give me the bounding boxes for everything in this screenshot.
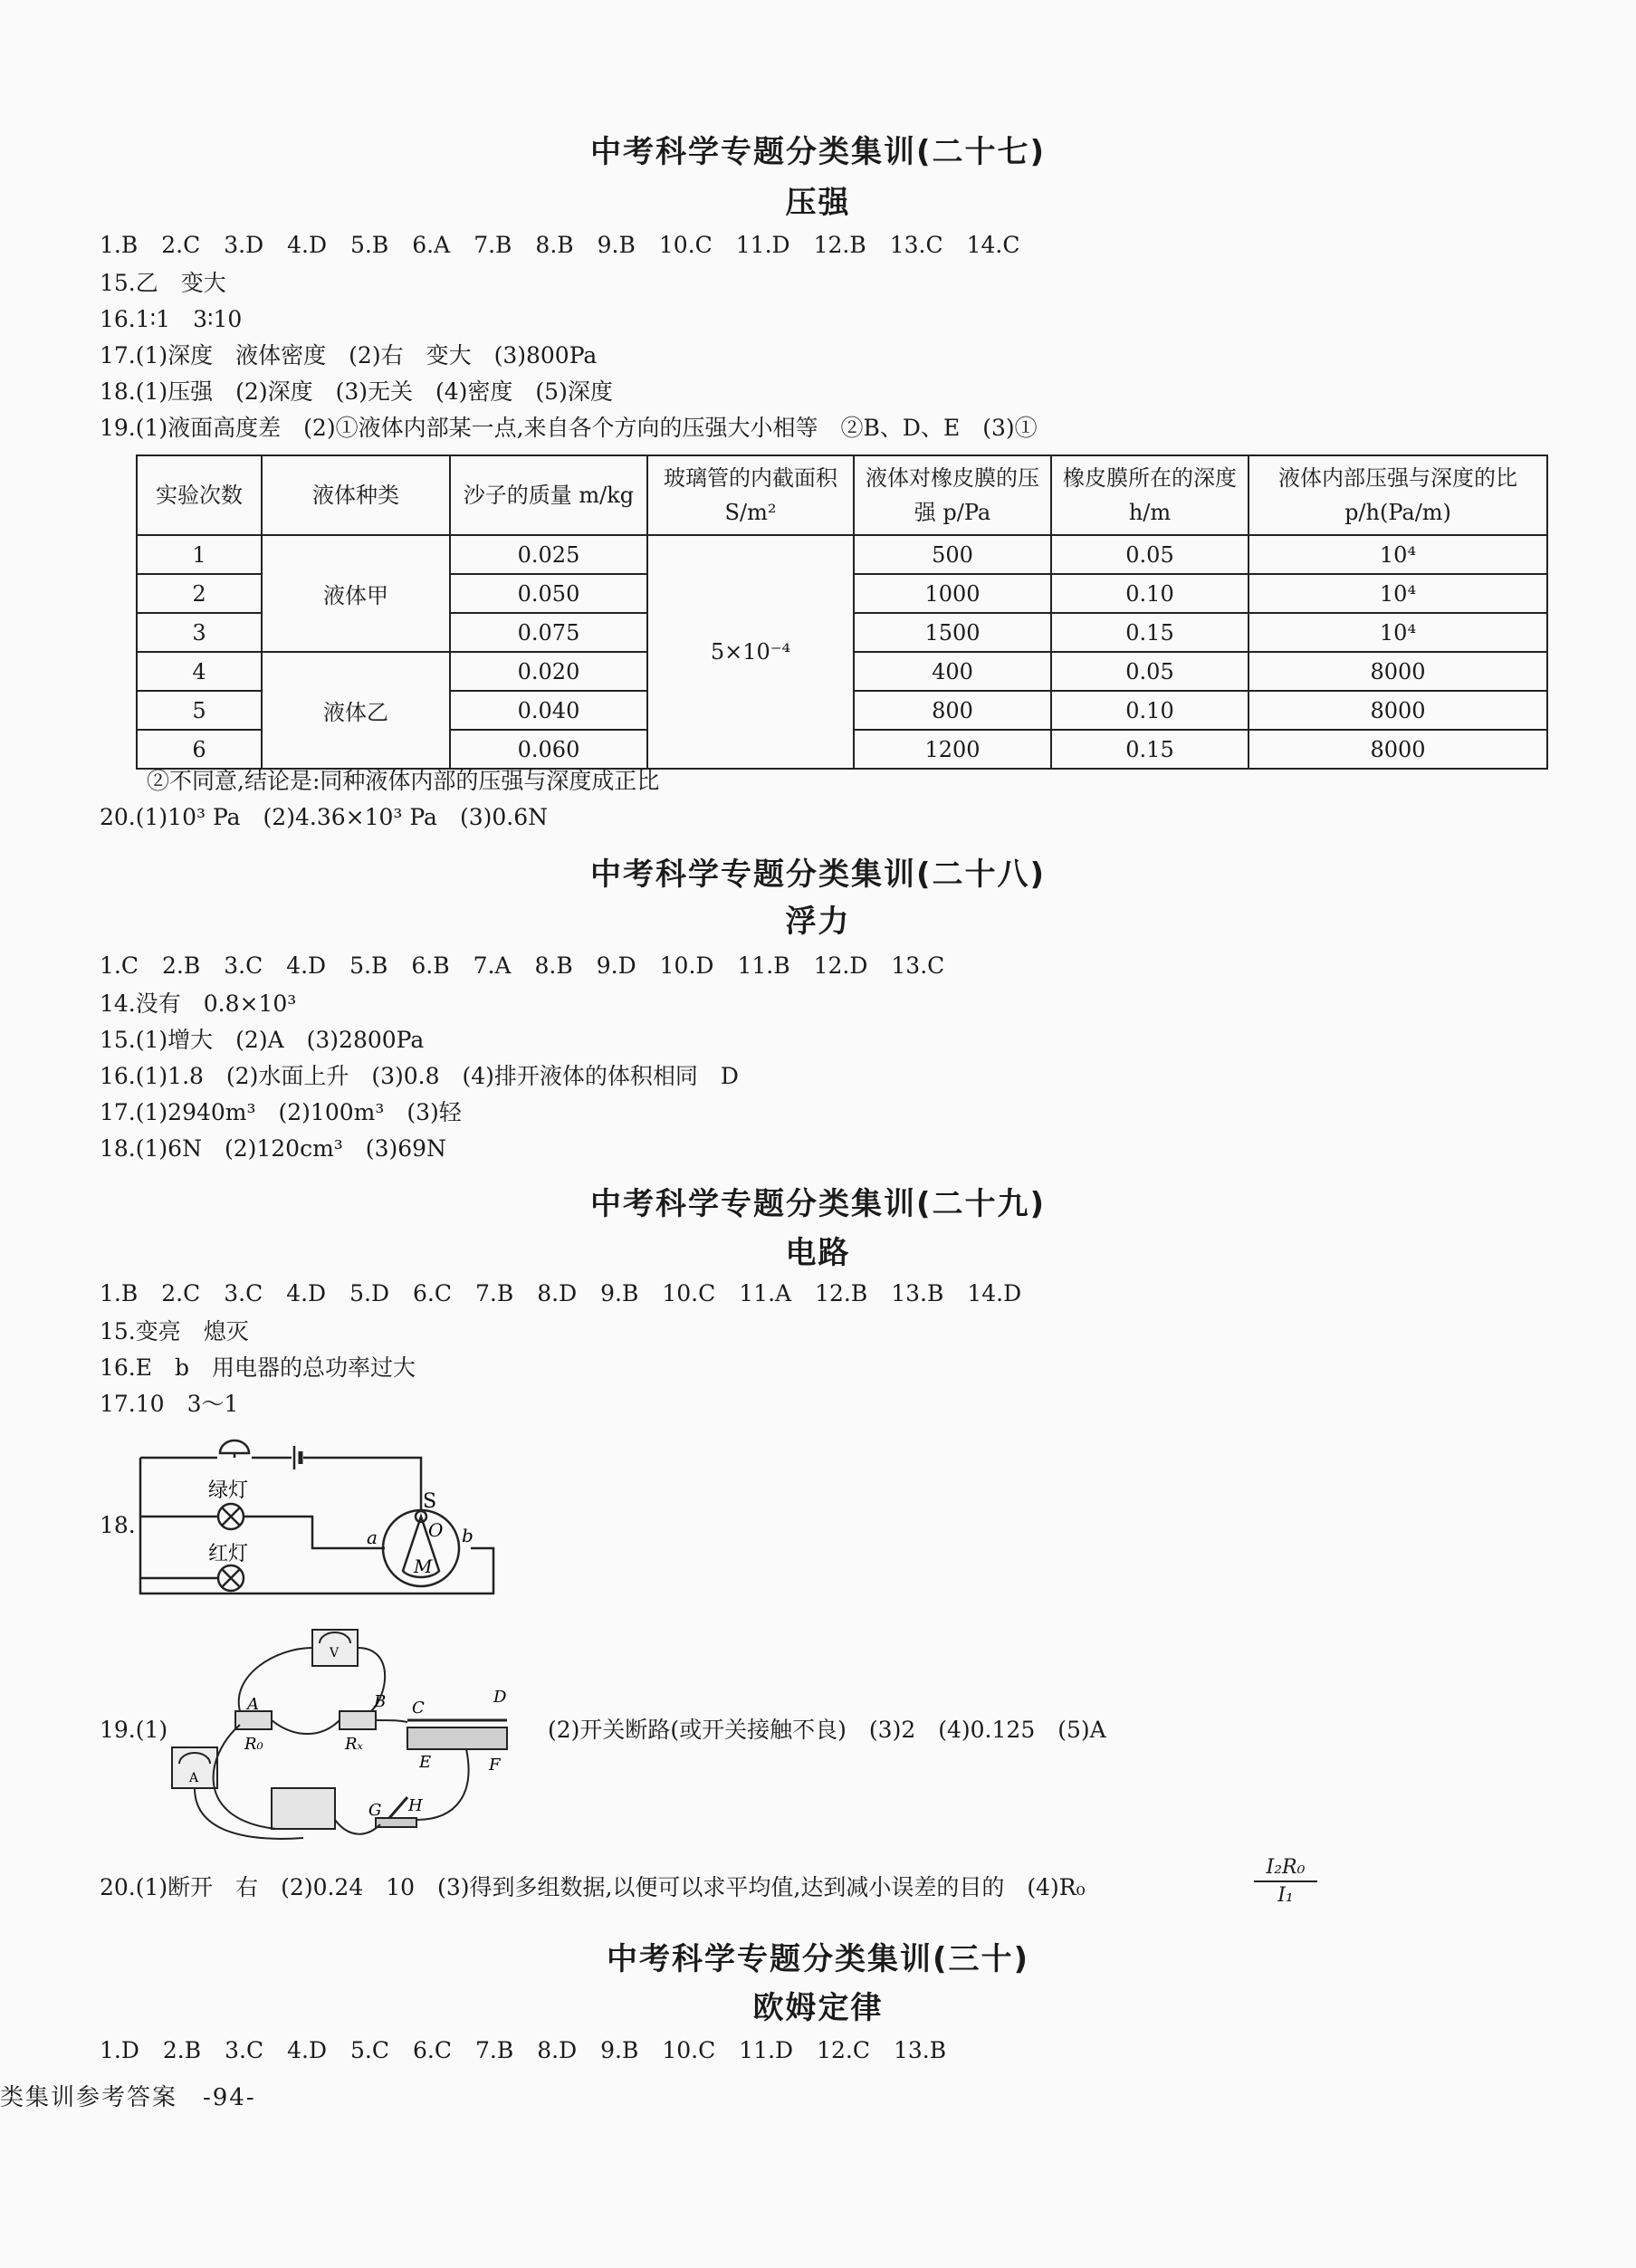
header-cell: 液体对橡皮膜的压强 p/Pa	[854, 455, 1051, 535]
mc-answer: 4.D	[287, 232, 328, 258]
wire	[376, 1720, 407, 1722]
voltmeter-label: V	[330, 1646, 340, 1660]
cell-liquid-b: 液体乙	[262, 652, 450, 769]
mc-answer: 10.D	[659, 952, 714, 979]
ammeter-label: A	[189, 1771, 199, 1785]
section-subtitle-30: 欧姆定律	[752, 1990, 884, 2026]
mc-answers-27	[100, 232, 1044, 259]
mc-answer: 5.B	[350, 232, 389, 258]
cell: 3	[137, 613, 262, 652]
mc-answer: 2.C	[161, 1280, 201, 1306]
mc-answer: 10.C	[662, 2037, 716, 2063]
mc-answer: 14.C	[966, 232, 1020, 258]
mc-answer: 11.D	[735, 232, 790, 258]
resistor-r0-icon	[235, 1711, 272, 1729]
answer-18: 18.(1)压强 (2)深度 (3)无关 (4)密度 (5)深度	[100, 378, 613, 405]
cell-area: 5×10⁻⁴	[647, 535, 854, 769]
header-cell: 橡皮膜所在的深度 h/m	[1051, 455, 1249, 535]
contact-label-b: b	[462, 1525, 474, 1546]
cell: 0.075	[450, 613, 647, 652]
cell: 0.050	[450, 574, 647, 613]
mc-answer: 7.B	[475, 2037, 514, 2063]
fraction-numerator: I₂R₀	[1254, 1856, 1317, 1882]
mc-answer: 5.D	[349, 1280, 390, 1306]
mc-answer: 5.C	[350, 2037, 390, 2063]
mc-answer: 6.A	[412, 232, 451, 258]
mc-answer: 12.D	[813, 952, 868, 979]
mc-answer: 14.D	[967, 1280, 1022, 1306]
mc-answer: 6.B	[411, 952, 450, 979]
answer-16: 16.1∶1 3∶10	[100, 306, 243, 332]
cell: 4	[137, 652, 262, 691]
mc-answer: 8.D	[537, 2037, 578, 2063]
mc-answer: 11.A	[739, 1280, 792, 1306]
wire	[303, 1458, 421, 1512]
cell: 1200	[854, 730, 1051, 769]
answer-19-label: 19.(1)	[100, 1717, 168, 1743]
cell: 0.10	[1051, 574, 1249, 613]
mc-answer: 1.C	[100, 952, 139, 979]
mc-answer: 9.D	[596, 952, 636, 979]
answer-19-b: ②不同意,结论是:同种液体内部的压强与深度成正比	[147, 768, 660, 794]
cell: 8000	[1249, 730, 1547, 769]
cell: 0.05	[1051, 652, 1249, 691]
header-cell: 实验次数	[137, 455, 262, 535]
cell: 0.15	[1051, 730, 1249, 769]
green-lamp-label: 绿灯	[208, 1479, 249, 1502]
answer-15: 15.乙 变大	[100, 270, 226, 296]
switch-lever-icon	[389, 1797, 407, 1818]
cell: 5	[137, 691, 262, 730]
section-subtitle-29: 电路	[785, 1235, 851, 1271]
table-row	[137, 535, 1547, 574]
wire	[272, 1720, 340, 1734]
mc-answer: 13.B	[893, 2037, 947, 2063]
header-cell: 液体种类	[262, 455, 450, 535]
mc-answer: 8.D	[537, 1280, 578, 1306]
answer-18: 18.(1)6N (2)120cm³ (3)69N	[100, 1135, 446, 1162]
resistor-label-rx: Rₓ	[345, 1735, 363, 1754]
terminal-label-e: E	[419, 1753, 432, 1772]
cell: 0.025	[450, 535, 647, 574]
terminal-label-f: F	[489, 1756, 501, 1775]
mc-answer: 13.C	[889, 232, 943, 258]
header-cell: 玻璃管的内截面积 S/m²	[647, 455, 854, 535]
mc-answer: 10.C	[662, 1280, 716, 1306]
mc-answer: 9.B	[597, 232, 636, 258]
header-cell: 液体内部压强与深度的比 p/h(Pa/m)	[1249, 455, 1547, 535]
switch-label-s: S	[423, 1490, 437, 1513]
mc-answer: 8.B	[534, 952, 573, 979]
wire	[244, 1517, 385, 1548]
answer-16: 16.E b 用电器的总功率过大	[100, 1354, 416, 1381]
cell: 10⁴	[1249, 535, 1547, 574]
terminal-label-h: H	[408, 1796, 423, 1815]
mc-answer: 13.B	[891, 1280, 944, 1306]
mc-answer: 5.B	[349, 952, 388, 979]
mc-answer: 11.B	[737, 952, 790, 979]
fraction	[1254, 1856, 1317, 1907]
header-cell: 沙子的质量 m/kg	[450, 455, 647, 535]
resistor-rx-icon	[340, 1711, 376, 1729]
cell: 0.020	[450, 652, 647, 691]
table-header-row	[137, 455, 1547, 535]
cell: 8000	[1249, 691, 1547, 730]
cell: 1	[137, 535, 262, 574]
mc-answer: 1.B	[100, 232, 139, 258]
terminal-label-g: G	[368, 1801, 382, 1820]
answer-15: 15.(1)增大 (2)A (3)2800Pa	[100, 1027, 425, 1053]
terminal-label-c: C	[412, 1699, 425, 1718]
mc-answer: 3.C	[224, 952, 263, 979]
cell: 0.05	[1051, 535, 1249, 574]
contact-label-a: a	[367, 1526, 378, 1548]
answer-17: 17.(1)深度 液体密度 (2)右 变大 (3)800Pa	[100, 342, 598, 368]
section-title-29: 中考科学专题分类集训(二十九)	[589, 1186, 1047, 1222]
mc-answer: 7.B	[474, 232, 512, 258]
cell-liquid-a: 液体甲	[262, 535, 450, 652]
mc-answer: 12.C	[817, 2037, 870, 2063]
mc-answer: 13.C	[891, 952, 945, 979]
mc-answer: 9.B	[600, 1280, 639, 1306]
mc-answer: 8.B	[535, 232, 574, 258]
section-subtitle-28: 浮力	[785, 904, 851, 940]
cell: 1000	[854, 574, 1051, 613]
mc-answer: 3.D	[224, 232, 264, 258]
answer-17: 17.(1)2940m³ (2)100m³ (3)轻	[100, 1099, 462, 1125]
mc-answer: 6.C	[413, 1280, 452, 1306]
answer-17: 17.10 3～1	[100, 1391, 239, 1417]
terminal-label-b: B	[374, 1692, 387, 1711]
mc-answer: 10.C	[658, 232, 713, 258]
mc-answers-29	[100, 1280, 1045, 1307]
mc-answer: 4.D	[286, 1280, 327, 1306]
circuit-diagram-18	[131, 1426, 512, 1607]
mc-answer: 3.C	[225, 2037, 264, 2063]
cell: 10⁴	[1249, 574, 1547, 613]
resistor-label-r0: R₀	[244, 1735, 263, 1754]
section-title-30: 中考科学专题分类集训(三十)	[606, 1941, 1030, 1977]
section-subtitle-27: 压强	[785, 185, 851, 221]
mc-answer: 2.B	[162, 2037, 202, 2063]
cell: 8000	[1249, 652, 1547, 691]
cell: 0.060	[450, 730, 647, 769]
mc-answer: 9.B	[600, 2037, 639, 2063]
red-lamp-label: 红灯	[208, 1543, 249, 1565]
mc-answer: 12.B	[815, 1280, 868, 1306]
rheostat-icon	[407, 1727, 507, 1749]
mc-answer: 7.A	[473, 952, 512, 979]
section-title-28: 中考科学专题分类集训(二十八)	[589, 856, 1047, 893]
answer-20: 20.(1)10³ Pa (2)4.36×10³ Pa (3)0.6N	[100, 804, 549, 830]
mc-answer: 4.D	[286, 952, 327, 979]
fraction-denominator: I₁	[1277, 1884, 1294, 1907]
mc-answer: 1.B	[100, 1280, 139, 1306]
pivot-label-o: O	[428, 1519, 444, 1541]
wire	[335, 1820, 380, 1834]
answer-15: 15.变亮 熄灭	[100, 1318, 249, 1345]
cell: 400	[854, 652, 1051, 691]
switch-base-icon	[376, 1818, 416, 1827]
cell: 0.15	[1051, 613, 1249, 652]
cell: 500	[854, 535, 1051, 574]
terminal-label-d: D	[493, 1688, 507, 1707]
cell: 0.10	[1051, 691, 1249, 730]
mc-answer: 2.C	[161, 232, 201, 258]
mc-answers-30	[100, 2037, 970, 2064]
circuit-diagram-19	[167, 1621, 539, 1847]
motor-label-m: M	[414, 1555, 433, 1577]
section-title-27: 中考科学专题分类集训(二十七)	[589, 134, 1047, 170]
terminal-label-a: A	[247, 1695, 259, 1714]
answer-19: 19.(1)液面高度差 (2)①液体内部某一点,来自各个方向的压强大小相等 ②B、D、E (3)①	[100, 415, 1038, 441]
mc-answer: 1.D	[100, 2037, 139, 2063]
mc-answer: 7.B	[475, 1280, 514, 1306]
answer-16: 16.(1)1.8 (2)水面上升 (3)0.8 (4)排开液体的体积相同 D	[100, 1063, 739, 1089]
mc-answer: 6.C	[413, 2037, 452, 2063]
cell: 6	[137, 730, 262, 769]
mc-answers-28	[100, 952, 968, 980]
cell: 1500	[854, 613, 1051, 652]
mc-answer: 11.D	[739, 2037, 794, 2063]
mc-answer: 4.D	[287, 2037, 328, 2063]
cell: 0.040	[450, 691, 647, 730]
cell: 800	[854, 691, 1051, 730]
cell: 10⁴	[1249, 613, 1547, 652]
mc-answer: 3.C	[224, 1280, 263, 1306]
mc-answer: 2.B	[161, 952, 201, 979]
page-footer: 类集训参考答案 -94-	[0, 2084, 256, 2111]
mc-answer: 12.B	[813, 232, 866, 258]
answer-18-label: 18.	[100, 1512, 136, 1538]
answer-19-rest: (2)开关断路(或开关接触不良) (3)2 (4)0.125 (5)A	[548, 1717, 1106, 1743]
answer-20: 20.(1)断开 右 (2)0.24 10 (3)得到多组数据,以便可以求平均值,达到减小误差的目的 (4)R₀	[100, 1874, 1086, 1900]
bell-icon	[220, 1440, 249, 1453]
experiment-table	[136, 455, 1548, 770]
answer-14: 14.没有 0.8×10³	[100, 990, 297, 1017]
cell: 2	[137, 574, 262, 613]
power-supply-icon	[272, 1788, 335, 1829]
